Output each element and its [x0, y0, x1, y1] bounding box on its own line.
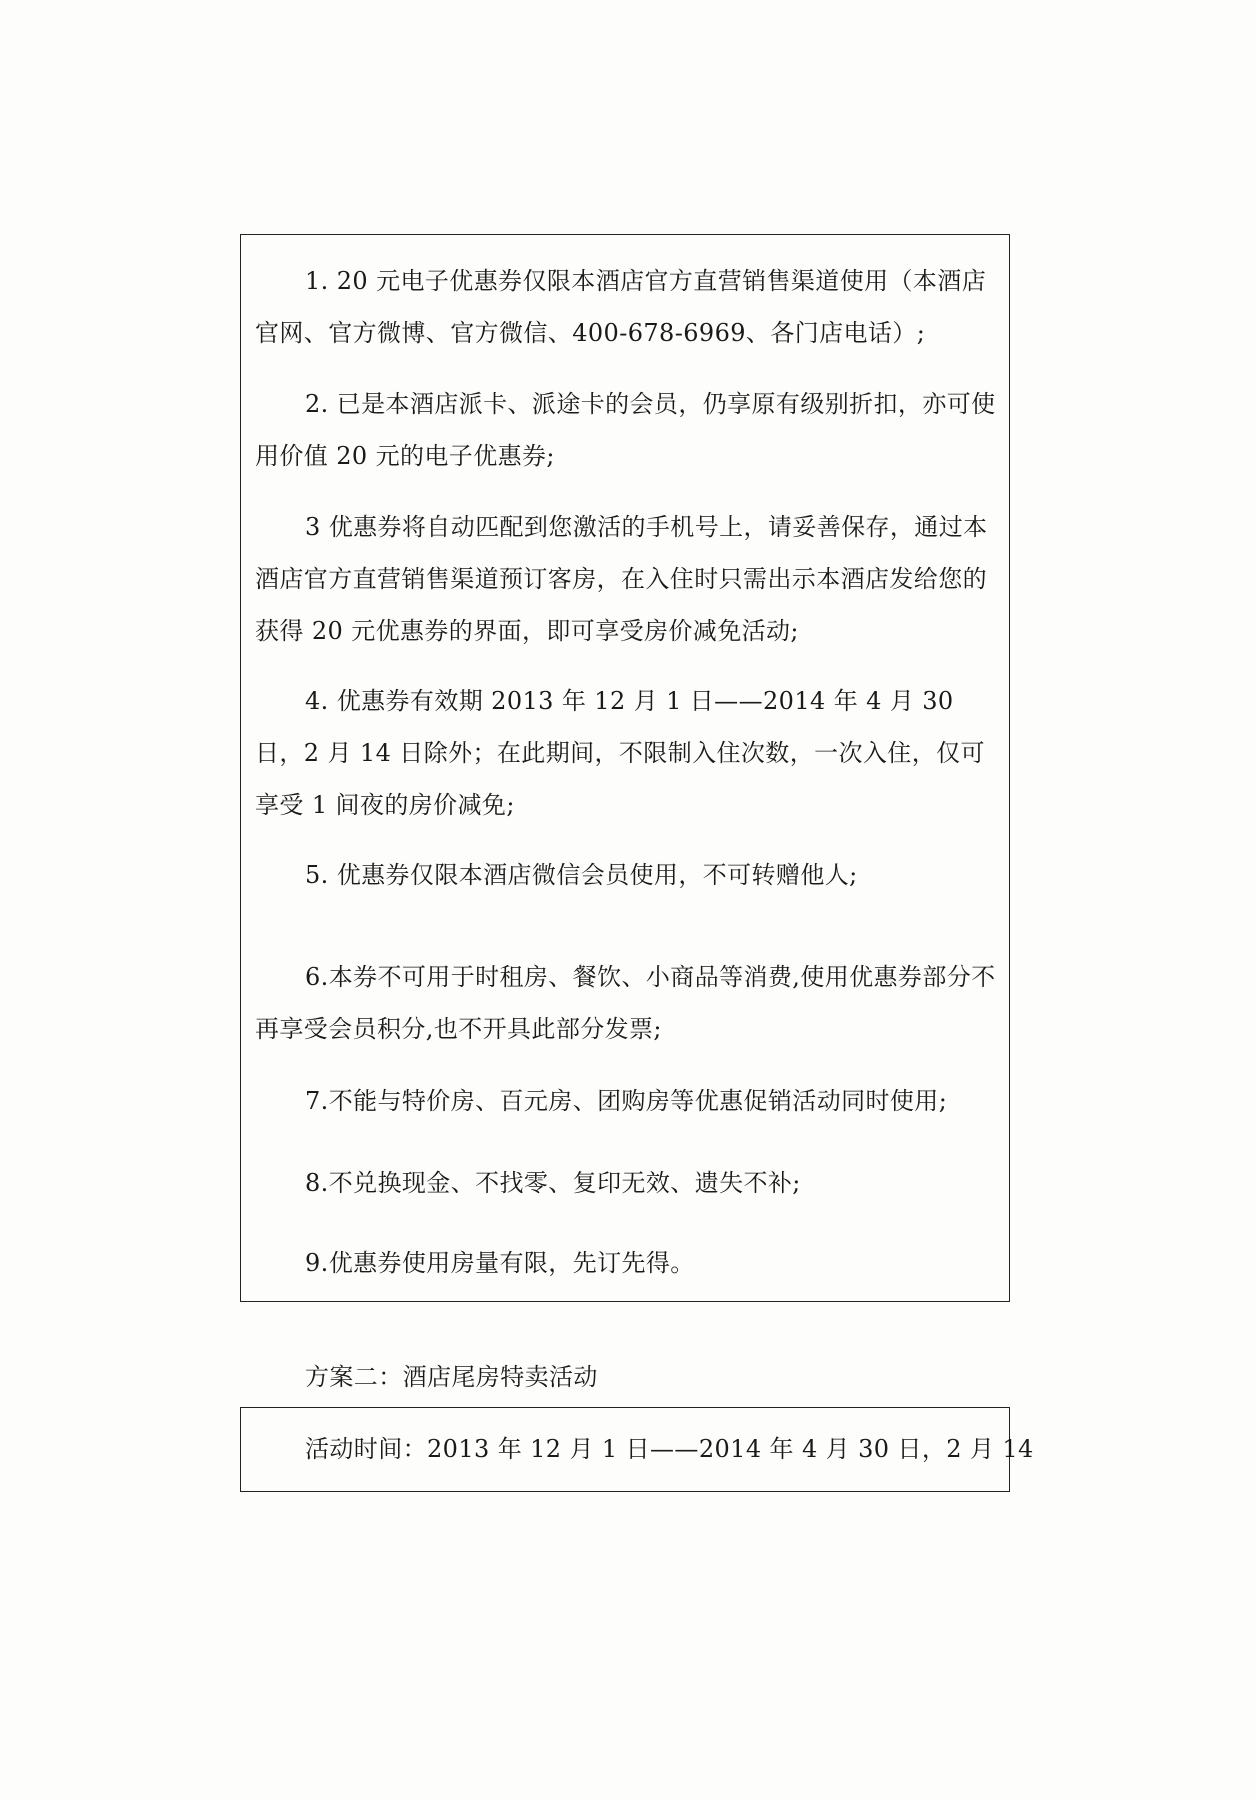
rule-item-2: 2. 已是本酒店派卡、派途卡的会员，仍享原有级别折扣，亦可使用价值 20 元的电子优惠券;: [255, 390, 996, 470]
plan-two-heading: 方案二：酒店尾房特卖活动: [305, 1363, 598, 1391]
coupon-rules-box: [240, 234, 1010, 1302]
rule-item-9: 9.优惠券使用房量有限，先订先得。: [305, 1249, 695, 1277]
rule-item-7: 7.不能与特价房、百元房、团购房等优惠促销活动同时使用;: [305, 1087, 948, 1115]
activity-time-box: [240, 1407, 1034, 1492]
rule-item-4: 4. 优惠券有效期 2013 年 12 月 1 日——2014 年 4 月 30 日，2 月 14 日除外；在此期间，不限制入住次数，一次入住，仅可享受 1 间夜的房价减免;: [255, 687, 985, 819]
rule-item-5: 5. 优惠券仅限本酒店微信会员使用，不可转赠他人;: [305, 861, 858, 889]
rule-item-8: 8.不兑换现金、不找零、复印无效、遗失不补;: [305, 1169, 801, 1197]
rule-item-3: 3 优惠券将自动匹配到您激活的手机号上，请妥善保存，通过本酒店官方直营销售渠道预订客房，在入住时只需出示本酒店发给您的获得 20 元优惠券的界面，即可享受房价减免活动;: [255, 513, 988, 645]
activity-time-text: 活动时间：2013 年 12 月 1 日——2014 年 4 月 30 日，2 月 14: [305, 1435, 1034, 1463]
rule-item-1: 1. 20 元电子优惠券仅限本酒店官方直营销售渠道使用（本酒店官网、官方微博、官方微信、400-678-6969、各门店电话）;: [255, 267, 987, 347]
rule-item-6: 6.本券不可用于时租房、餐饮、小商品等消费,使用优惠券部分不再享受会员积分,也不开具此部分发票;: [255, 963, 996, 1043]
